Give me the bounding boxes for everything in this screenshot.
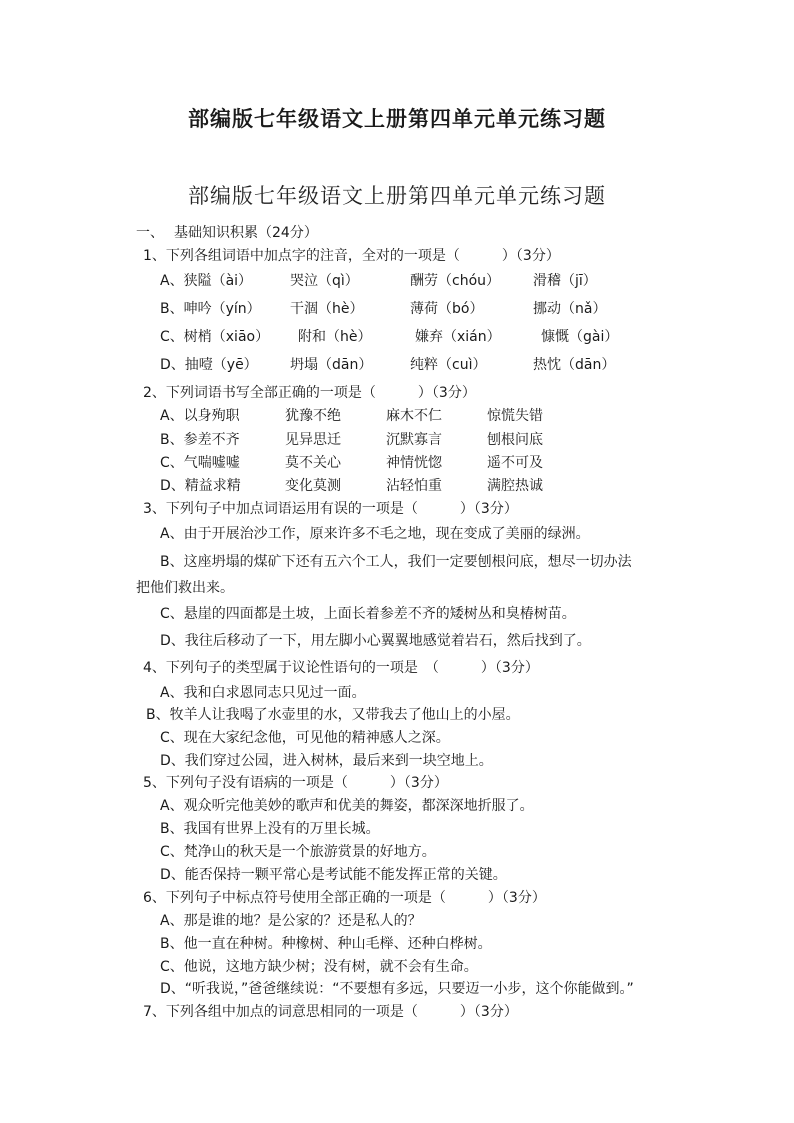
q1-option-a-3: 酬劳（chóu） <box>410 273 501 289</box>
q2-option-a-3: 麻木不仁 <box>386 408 442 424</box>
q2-option-c-1: C、气喘嘘嘘 <box>160 455 240 471</box>
q1-option-c-4: 慷慨（gài） <box>541 329 619 345</box>
q1-option-c-3: 嫌弃（xián） <box>415 329 501 345</box>
question-4-stem: 4、下列句子的类型属于议论性语句的一项是 （ ）（3分） <box>143 660 539 676</box>
q1-option-b-1: B、呻吟（yín） <box>160 301 261 317</box>
q1-option-c-2: 附和（hè） <box>298 329 372 345</box>
q6-option-a: A、那是谁的地？是公家的？还是私人的？ <box>160 913 422 929</box>
q5-option-c: C、梵净山的秋天是一个旅游赏景的好地方。 <box>160 844 436 860</box>
q3-option-b-line2: 把他们救出来。 <box>136 580 234 596</box>
q5-option-b: B、我国有世界上没有的万里长城。 <box>160 821 380 837</box>
q2-option-a-4: 惊慌失错 <box>487 408 543 424</box>
question-6-stem: 6、下列句子中标点符号使用全部正确的一项是（ ）（3分） <box>143 890 546 906</box>
q1-option-b-4: 挪动（nǎ） <box>533 301 607 317</box>
q1-option-a-1: A、狭隘（ài） <box>160 273 253 289</box>
q1-option-d-4: 热忱（dān） <box>533 357 616 373</box>
q6-option-b: B、他一直在种树。种橡树、种山毛榉、还种白桦树。 <box>160 936 492 952</box>
q2-option-c-2: 莫不关心 <box>285 455 341 471</box>
q2-option-c-3: 神情恍惚 <box>386 455 442 471</box>
question-2-stem: 2、下列词语书写全部正确的一项是（ ）（3分） <box>143 385 476 401</box>
q2-option-a-1: A、以身殉职 <box>160 408 240 424</box>
q1-option-a-4: 滑稽（jī） <box>533 273 597 289</box>
q2-option-d-4: 满腔热诚 <box>487 478 543 494</box>
q1-option-a-2: 哭泣（qì） <box>290 273 359 289</box>
q2-option-d-1: D、精益求精 <box>160 478 241 494</box>
q2-option-d-3: 沾轻怕重 <box>386 478 442 494</box>
q4-option-a: A、我和白求恩同志只见过一面。 <box>160 685 366 701</box>
q2-option-b-3: 沉默寡言 <box>386 432 442 448</box>
section-title: 基础知识积累（24分） <box>174 225 318 241</box>
q6-option-d: D、“听我说，”爸爸继续说：“不要想有多远，只要迈一小步，这个你能做到。” <box>160 981 634 997</box>
q5-option-d: D、能否保持一颗平常心是考试能不能发挥正常的关键。 <box>160 867 507 883</box>
q2-option-a-2: 犹豫不绝 <box>285 408 341 424</box>
page-title: 部编版七年级语文上册第四单元单元练习题 <box>188 107 606 131</box>
q2-option-b-2: 见异思迁 <box>285 432 341 448</box>
q6-option-c: C、他说，这地方缺少树；没有树，就不会有生命。 <box>160 959 478 975</box>
question-3-stem: 3、下列句子中加点词语运用有误的一项是（ ）（3分） <box>143 501 518 517</box>
q2-option-b-4: 刨根问底 <box>487 432 543 448</box>
q1-option-d-1: D、抽噎（yē） <box>160 357 258 373</box>
q3-option-b-line1: B、这座坍塌的煤矿下还有五六个工人，我们一定要刨根问底，想尽一切办法 <box>160 554 632 570</box>
q1-option-c-1: C、树梢（xiāo） <box>160 329 270 345</box>
q4-option-b: B、牧羊人让我喝了水壶里的水，又带我去了他山上的小屋。 <box>146 707 520 723</box>
q1-option-b-2: 干涸（hè） <box>290 301 364 317</box>
question-1-stem: 1、下列各组词语中加点字的注音，全对的一项是（ ）（3分） <box>143 248 560 264</box>
q1-option-b-3: 薄荷（bó） <box>410 301 484 317</box>
section-label: 一、 <box>136 225 164 241</box>
question-7-stem: 7、下列各组中加点的词意思相同的一项是（ ）（3分） <box>143 1004 518 1020</box>
q3-option-a: A、由于开展治沙工作，原来许多不毛之地，现在变成了美丽的绿洲。 <box>160 526 590 542</box>
q2-option-b-1: B、参差不齐 <box>160 432 240 448</box>
q4-option-d: D、我们穿过公园，进入树林，最后来到一块空地上。 <box>160 753 493 769</box>
q2-option-c-4: 遥不可及 <box>487 455 543 471</box>
q1-option-d-3: 纯粹（cuì） <box>410 357 487 373</box>
question-5-stem: 5、下列句子没有语病的一项是（ ）（3分） <box>143 775 448 791</box>
worksheet-title: 部编版七年级语文上册第四单元单元练习题 <box>188 184 606 208</box>
q2-option-d-2: 变化莫测 <box>285 478 341 494</box>
q5-option-a: A、观众听完他美妙的歌声和优美的舞姿，都深深地折服了。 <box>160 798 534 814</box>
q4-option-c: C、现在大家纪念他，可见他的精神感人之深。 <box>160 730 450 746</box>
q3-option-c: C、悬崖的四面都是土坡，上面长着参差不齐的矮树丛和臭椿树苗。 <box>160 606 576 622</box>
q1-option-d-2: 坍塌（dān） <box>290 357 373 373</box>
q3-option-d: D、我往后移动了一下，用左脚小心翼翼地感觉着岩石，然后找到了。 <box>160 633 591 649</box>
